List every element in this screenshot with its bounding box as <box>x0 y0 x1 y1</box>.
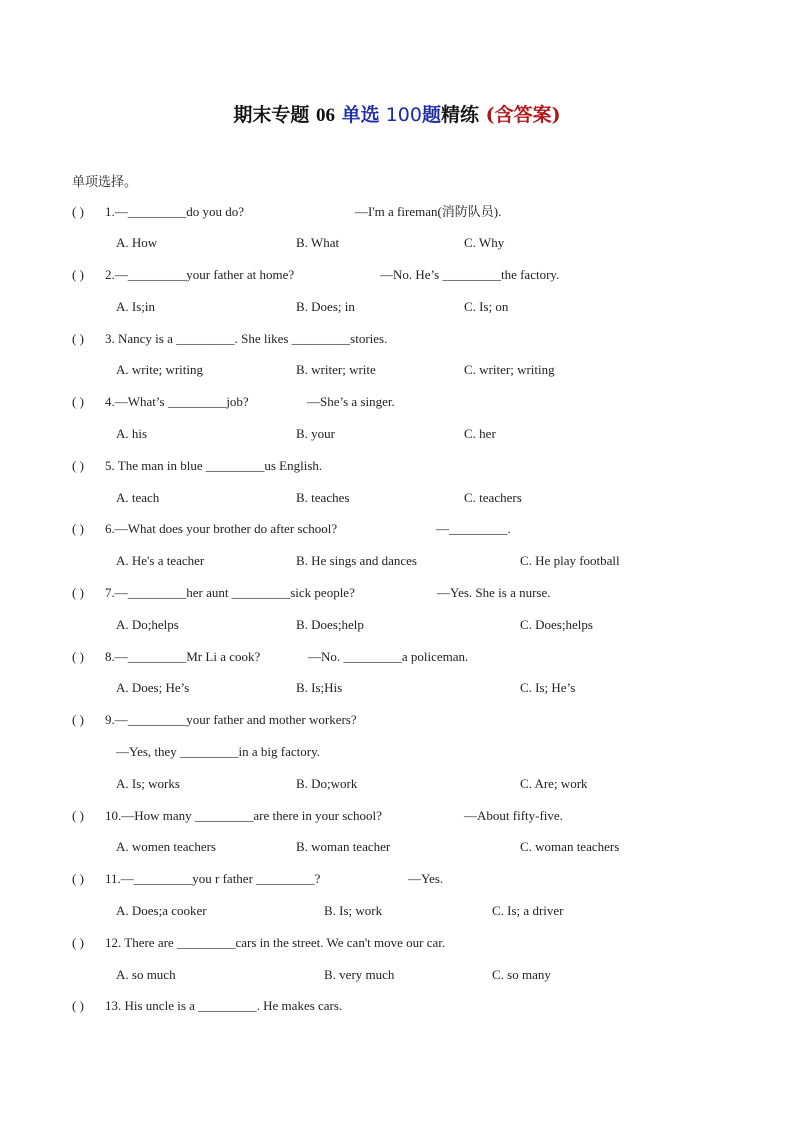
option-b[interactable]: B. Does; in <box>296 299 355 314</box>
question-5 <box>72 456 732 476</box>
question-response: —No. _________a policeman. <box>308 649 469 664</box>
title-text: 期末专题 <box>233 104 310 126</box>
answer-blank[interactable]: ( ) <box>72 585 84 600</box>
options-row <box>72 360 732 380</box>
option-b[interactable]: B. very much <box>324 967 395 982</box>
answer-blank[interactable]: ( ) <box>72 998 84 1013</box>
option-b[interactable]: B. What <box>296 235 340 250</box>
option-b[interactable]: B. He sings and dances <box>296 553 417 568</box>
question-text: 5. The man in blue _________us English. <box>105 458 323 473</box>
page-title <box>0 100 794 127</box>
question-10 <box>72 806 732 826</box>
question-1 <box>72 202 732 222</box>
option-b[interactable]: B. Does;help <box>296 617 364 632</box>
option-a[interactable]: A. He's a teacher <box>116 553 205 568</box>
options-row <box>72 551 732 571</box>
option-b[interactable]: B. writer; write <box>296 362 376 377</box>
title-answer-note: (含答案) <box>485 104 561 126</box>
question-response: —About fifty-five. <box>464 808 563 823</box>
options-row <box>72 615 732 635</box>
question-text: 13. His uncle is a _________. He makes cars. <box>105 998 343 1013</box>
question-6 <box>72 519 732 539</box>
question-13 <box>72 996 732 1016</box>
option-b[interactable]: B. your <box>296 426 335 441</box>
options-row <box>72 774 732 794</box>
title-blue-suffix: 题 <box>421 104 441 126</box>
option-a[interactable]: A. Is; works <box>116 776 180 791</box>
question-response: —I'm a fireman(消防队员). <box>355 204 502 219</box>
option-a[interactable]: A. his <box>116 426 148 441</box>
question-7 <box>72 583 732 603</box>
question-text: 10.—How many _________are there in your school? <box>105 808 382 823</box>
question-4 <box>72 392 732 412</box>
options-row <box>72 297 732 317</box>
option-b[interactable]: B. Is; work <box>324 903 383 918</box>
question-response: —_________. <box>436 521 511 536</box>
option-c[interactable]: C. her <box>464 426 496 441</box>
options-row <box>72 424 732 444</box>
options-row <box>72 837 732 857</box>
question-text: 12. There are _________cars in the street. We can't move our car. <box>105 935 446 950</box>
option-c[interactable]: C. He play football <box>520 553 620 568</box>
answer-blank[interactable]: ( ) <box>72 649 84 664</box>
option-c[interactable]: C. woman teachers <box>520 839 620 854</box>
question-response: —No. He’s _________the factory. <box>380 267 560 282</box>
option-c[interactable]: C. Is; on <box>464 299 509 314</box>
option-a[interactable]: A. How <box>116 235 158 250</box>
title-blue <box>342 104 441 126</box>
option-a[interactable]: A. write; writing <box>116 362 204 377</box>
option-a[interactable]: A. teach <box>116 490 160 505</box>
question-2 <box>72 265 732 285</box>
question-8 <box>72 647 732 667</box>
question-9 <box>72 710 732 730</box>
option-c[interactable]: C. Is; He’s <box>520 680 576 695</box>
title-text-2: 精练 <box>440 104 479 126</box>
question-text: 6.—What does your brother do after school? <box>105 521 338 536</box>
answer-blank[interactable]: ( ) <box>72 808 84 823</box>
answer-blank[interactable]: ( ) <box>72 267 84 282</box>
option-a[interactable]: A. Is;in <box>116 299 155 314</box>
answer-blank[interactable]: ( ) <box>72 394 84 409</box>
option-c[interactable]: C. teachers <box>464 490 522 505</box>
question-continuation: —Yes, they _________in a big factory. <box>116 744 321 759</box>
question-12 <box>72 933 732 953</box>
question-text: 4.—What’s _________job? <box>105 394 249 409</box>
answer-blank[interactable]: ( ) <box>72 935 84 950</box>
option-a[interactable]: A. Do;helps <box>116 617 179 632</box>
option-c[interactable]: C. so many <box>492 967 551 982</box>
option-a[interactable]: A. Does; He’s <box>116 680 190 695</box>
option-b[interactable]: B. woman teacher <box>296 839 391 854</box>
question-3 <box>72 329 732 349</box>
option-a[interactable]: A. women teachers <box>116 839 216 854</box>
option-a[interactable]: A. Does;a cooker <box>116 903 207 918</box>
options-row <box>72 901 732 921</box>
answer-blank[interactable]: ( ) <box>72 871 84 886</box>
option-c[interactable]: C. Are; work <box>520 776 588 791</box>
option-a[interactable]: A. so much <box>116 967 176 982</box>
answer-blank[interactable]: ( ) <box>72 712 84 727</box>
options-row <box>72 965 732 985</box>
options-row <box>72 488 732 508</box>
question-text: 9.—_________your father and mother workers? <box>105 712 357 727</box>
question-text: 11.—_________you r father _________? <box>105 871 321 886</box>
option-b[interactable]: B. Do;work <box>296 776 358 791</box>
option-b[interactable]: B. Is;His <box>296 680 343 695</box>
question-text: 7.—_________her aunt _________sick people? <box>105 585 355 600</box>
options-row <box>72 678 732 698</box>
option-c[interactable]: C. Is; a driver <box>492 903 564 918</box>
answer-blank[interactable]: ( ) <box>72 521 84 536</box>
question-text: 2.—_________your father at home? <box>105 267 295 282</box>
answer-blank[interactable]: ( ) <box>72 331 84 346</box>
option-c[interactable]: C. writer; writing <box>464 362 555 377</box>
title-blue-number: 100 <box>385 104 422 126</box>
question-text: 1.—_________do you do? <box>105 204 245 219</box>
question-response: —She’s a singer. <box>307 394 395 409</box>
question-response: —Yes. <box>408 871 444 886</box>
option-b[interactable]: B. teaches <box>296 490 350 505</box>
options-row <box>72 233 732 253</box>
question-11 <box>72 869 732 889</box>
answer-blank[interactable]: ( ) <box>72 204 84 219</box>
title-number: 06 <box>316 105 336 126</box>
option-c[interactable]: C. Why <box>464 235 505 250</box>
question-text: 3. Nancy is a _________. She likes _________stories. <box>105 331 388 346</box>
section-instruction: 单项选择。 <box>72 175 138 190</box>
title-blue-text: 单选 <box>341 104 380 126</box>
answer-blank[interactable]: ( ) <box>72 458 84 473</box>
option-c[interactable]: C. Does;helps <box>520 617 593 632</box>
question-text: 8.—_________Mr Li a cook? <box>105 649 261 664</box>
question-response: —Yes. She is a nurse. <box>437 585 551 600</box>
